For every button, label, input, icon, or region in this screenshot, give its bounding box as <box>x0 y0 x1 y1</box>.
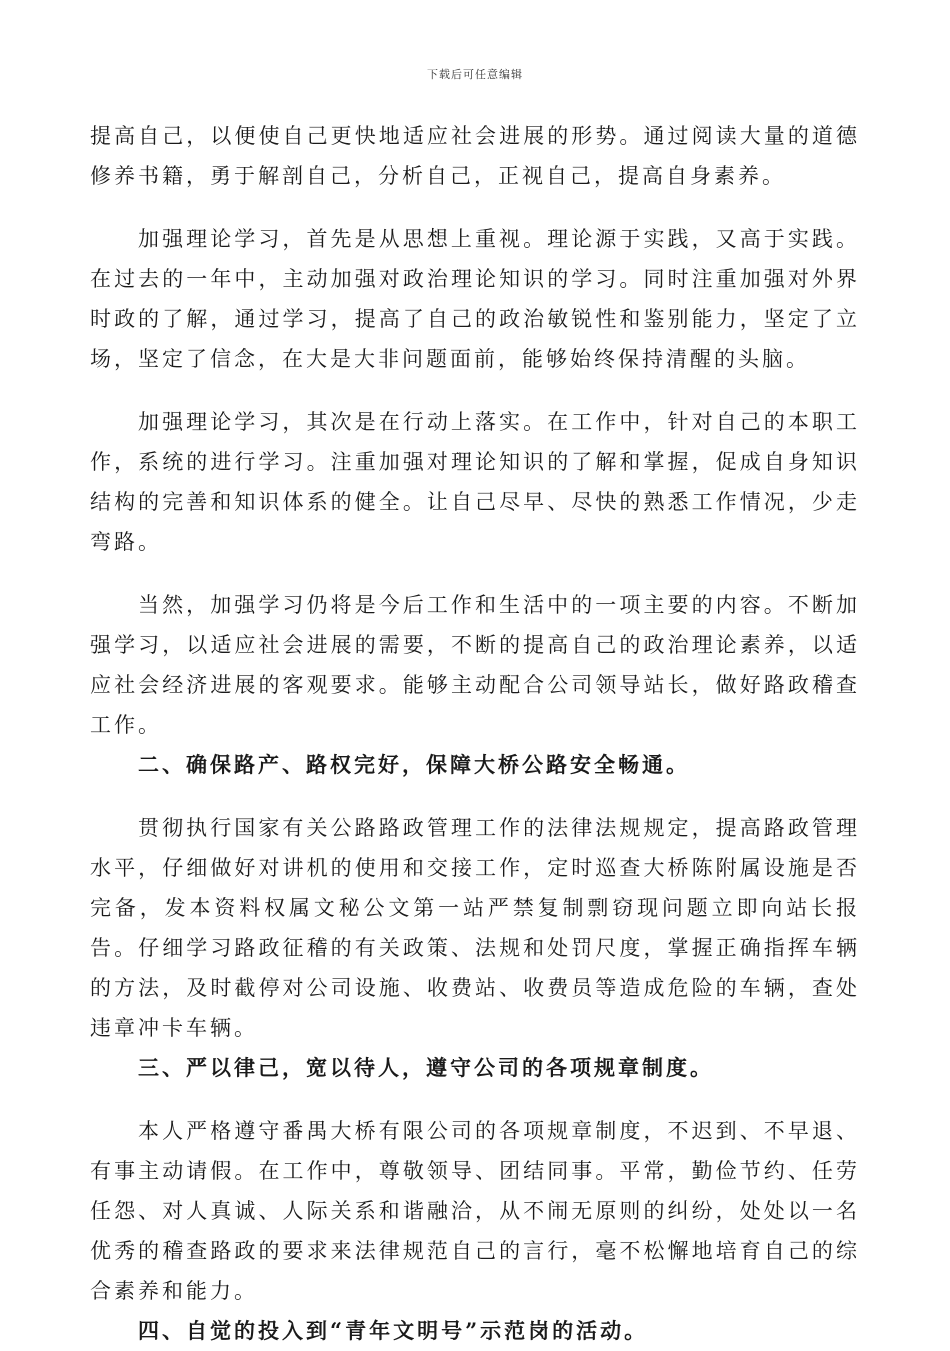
section-heading-2: 二、确保路产、路权完好，保障大桥公路安全畅通。 <box>138 752 690 777</box>
paragraph-2: 加强理论学习，首先是从思想上重视。理论源于实践，又高于实践。在过去的一年中，主动加强对政治理论知识的学习。同时注重加强对外界时政的了解，通过学习，提高了自己的政治敏锐性和鉴别能力，坚定了立场，坚定了信念，在大是大非问题面前，能够始终保持清醒的头脑。 <box>90 227 860 371</box>
paragraph-4: 当然，加强学习仍将是今后工作和生活中的一项主要的内容。不断加强学习，以适应社会进展的需要，不断的提高自己的政治理论素养，以适应社会经济进展的客观要求。能够主动配合公司领导站长，做好路政稽查工作。 <box>90 593 860 737</box>
section-heading-3: 三、严以律己，宽以待人，遵守公司的各项规章制度。 <box>138 1055 714 1080</box>
document-body <box>90 116 860 1351</box>
section-heading-4: 四、自觉的投入到“青年文明号”示范岗的活动。 <box>138 1318 649 1343</box>
paragraph-6: 本人严格遵守番禺大桥有限公司的各项规章制度，不迟到、不早退、有事主动请假。在工作中，尊敬领导、团结同事。平常，勤俭节约、任劳任怨、对人真诚、人际关系和谐融洽，从不闹无原则的纠纷，处处以一名优秀的稽查路政的要求来法律规范自己的言行，毫不松懈地培育自己的综合素养和能力。 <box>90 1119 860 1303</box>
header-note: 下载后可任意编辑 <box>427 68 523 81</box>
paragraph-3: 加强理论学习，其次是在行动上落实。在工作中，针对自己的本职工作，系统的进行学习。注重加强对理论知识的了解和掌握，促成自身知识结构的完善和知识体系的健全。让自己尽早、尽快的熟悉工作情况，少走弯路。 <box>90 410 860 554</box>
paragraph-1: 提高自己，以便使自己更快地适应社会进展的形势。通过阅读大量的道德修养书籍，勇于解剖自己，分析自己，正视自己，提高自身素养。 <box>90 124 860 188</box>
paragraph-5: 贯彻执行国家有关公路路政管理工作的法律法规规定，提高路政管理水平，仔细做好对讲机的使用和交接工作，定时巡查大桥陈附属设施是否完备，发本资料权属文秘公文第一站严禁复制剽窃现问题立即向站长报告。仔细学习路政征稽的有关政策、法规和处罚尺度，掌握正确指挥车辆的方法，及时截停对公司设施、收费站、收费员等造成危险的车辆，查处违章冲卡车辆。 <box>90 816 860 1040</box>
